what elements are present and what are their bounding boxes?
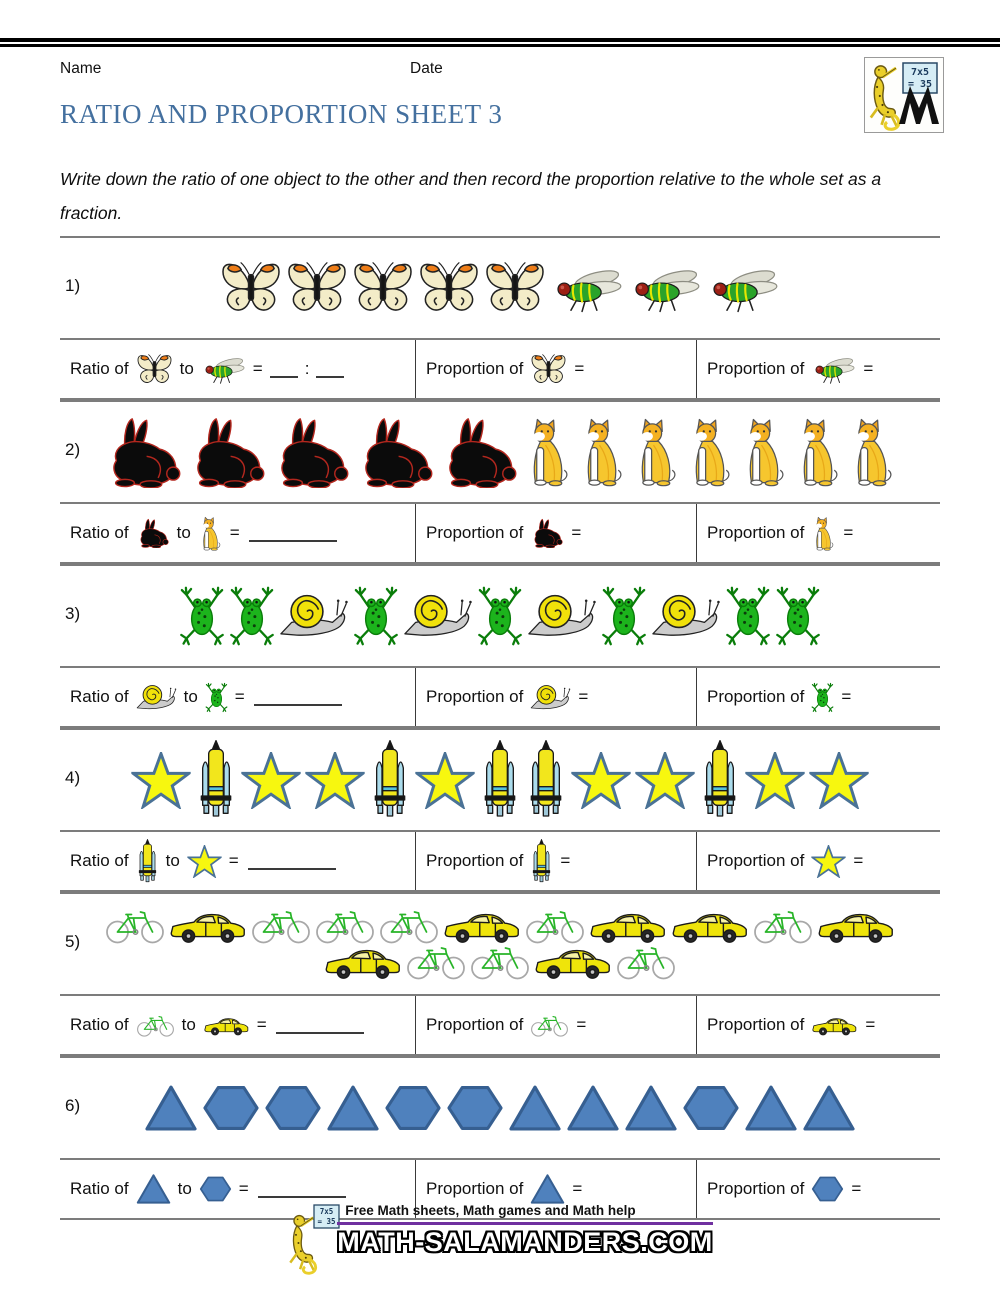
ratio-label: Ratio of [70, 687, 129, 706]
question-2 [60, 400, 940, 564]
fly-icon [550, 263, 624, 313]
triangle-icon [326, 1085, 380, 1131]
svg-text:7x5: 7x5 [910, 67, 930, 78]
bike-icon [530, 1014, 569, 1037]
questions-list [60, 236, 940, 1220]
picture-line [179, 581, 821, 651]
picture-line [220, 260, 780, 316]
answer-blank[interactable] [270, 361, 298, 378]
answer-blank[interactable] [254, 689, 342, 706]
fly-icon [811, 354, 856, 384]
car-icon [324, 944, 402, 980]
butterfly-icon [352, 260, 414, 316]
answer-table [60, 338, 940, 400]
star-icon [305, 752, 365, 809]
cat-icon [577, 415, 627, 489]
to-label: to [181, 1015, 196, 1034]
rabbit-icon [355, 416, 435, 488]
proportion-label: Proportion of [426, 359, 524, 378]
question-number: 1) [65, 276, 81, 295]
car-icon [589, 908, 667, 944]
question-6 [60, 1056, 940, 1220]
answer-blank[interactable] [258, 1181, 346, 1198]
proportion-cell-a [415, 504, 696, 562]
butterfly-icon [220, 260, 282, 316]
equals-sign: = [865, 1015, 876, 1034]
proportion-cell-a [415, 996, 696, 1054]
hexagon-icon [682, 1085, 740, 1131]
equals-sign: = [229, 523, 240, 542]
cat-icon [739, 415, 789, 489]
frog-icon [179, 581, 225, 651]
equals-sign: = [853, 851, 864, 870]
star-icon [811, 845, 846, 878]
proportion-cell-b [696, 832, 940, 890]
proportion-cell-b [696, 504, 940, 562]
proportion-cell-a [415, 340, 696, 398]
triangle-icon [744, 1085, 798, 1131]
instructions-text: Write down the ratio of one object to the other and then record the proportion relative to the whole set as a fraction. [60, 169, 882, 224]
proportion-cell-a [415, 668, 696, 726]
car-icon [203, 1015, 250, 1036]
name-label: Name [60, 60, 102, 77]
svg-text:= 35: = 35 [317, 1217, 336, 1226]
fly-icon [201, 354, 246, 384]
to-label: to [183, 687, 198, 706]
proportion-label: Proportion of [426, 1179, 524, 1198]
rabbit-icon [271, 416, 351, 488]
question-number: 4) [65, 768, 81, 787]
star-icon [809, 752, 869, 809]
ratio-cell [60, 504, 415, 562]
triangle-icon [530, 1174, 565, 1204]
bike-icon [616, 944, 676, 980]
footer-board-icon [314, 1205, 339, 1228]
proportion-label: Proportion of [707, 851, 805, 870]
top-divider-bar [0, 38, 1000, 47]
footer-site-name: MATH-SALAMANDERS.COM [337, 1227, 713, 1257]
frog-icon [775, 581, 821, 651]
rabbit-icon [103, 416, 183, 488]
equals-sign: = [234, 687, 245, 706]
rabbit-icon [136, 518, 170, 548]
car-icon [443, 908, 521, 944]
rocket-icon [479, 740, 521, 820]
frog-icon [353, 581, 399, 651]
cat-icon [198, 515, 223, 552]
butterfly-icon [136, 353, 173, 386]
butterfly-icon [418, 260, 480, 316]
car-icon [671, 908, 749, 944]
car-icon [169, 908, 247, 944]
cat-icon [847, 415, 897, 489]
svg-text:7x5: 7x5 [319, 1207, 334, 1216]
rocket-icon [699, 740, 741, 820]
bike-icon [105, 908, 165, 944]
answer-blank[interactable] [249, 525, 337, 542]
colon-sign: : [304, 359, 310, 378]
butterfly-icon [530, 353, 567, 386]
equals-sign: = [576, 1015, 587, 1034]
ratio-label: Ratio of [70, 523, 129, 542]
frog-icon [601, 581, 647, 651]
equals-sign: = [256, 1015, 267, 1034]
equals-sign: = [228, 851, 239, 870]
object-row [60, 566, 940, 666]
question-number: 3) [65, 604, 81, 623]
proportion-label: Proportion of [707, 523, 805, 542]
proportion-label: Proportion of [707, 1179, 805, 1198]
question-5 [60, 892, 940, 1056]
equals-sign: = [252, 359, 263, 378]
bike-icon [470, 944, 530, 980]
cat-icon [811, 515, 836, 552]
rocket-icon [369, 740, 411, 820]
answer-table [60, 994, 940, 1056]
question-4 [60, 728, 940, 892]
question-3 [60, 564, 940, 728]
proportion-label: Proportion of [426, 523, 524, 542]
proportion-label: Proportion of [707, 1015, 805, 1034]
bike-icon [251, 908, 311, 944]
frog-icon [811, 680, 834, 715]
bike-icon [406, 944, 466, 980]
bike-icon [379, 908, 439, 944]
ratio-cell [60, 340, 415, 398]
car-icon [534, 944, 612, 980]
proportion-label: Proportion of [707, 687, 805, 706]
picture-line [105, 908, 895, 944]
picture-line [324, 944, 676, 980]
fly-icon [628, 263, 702, 313]
picture-line [144, 1085, 856, 1131]
frog-icon [725, 581, 771, 651]
equals-sign: = [560, 851, 571, 870]
butterfly-icon [286, 260, 348, 316]
star-icon [571, 752, 631, 809]
object-row [60, 894, 940, 994]
butterfly-icon [484, 260, 546, 316]
page-title: RATIO AND PROPORTION SHEET 3 [60, 99, 503, 129]
snail-icon [530, 684, 571, 711]
snail-icon [136, 684, 177, 711]
object-row [60, 730, 940, 830]
to-label: to [176, 523, 191, 542]
frog-icon [229, 581, 275, 651]
cat-icon [685, 415, 735, 489]
equals-sign: = [841, 687, 852, 706]
triangle-icon [566, 1085, 620, 1131]
rabbit-icon [187, 416, 267, 488]
star-icon [415, 752, 475, 809]
triangle-icon [802, 1085, 856, 1131]
equals-sign: = [238, 1179, 249, 1198]
to-label: to [177, 1179, 192, 1198]
ratio-label: Ratio of [70, 1179, 129, 1198]
hexagon-icon [199, 1176, 232, 1202]
equals-sign: = [572, 1179, 583, 1198]
hexagon-icon [811, 1176, 844, 1202]
ratio-cell [60, 832, 415, 890]
ratio-cell [60, 996, 415, 1054]
snail-icon [527, 593, 597, 639]
ratio-cell [60, 668, 415, 726]
triangle-icon [508, 1085, 562, 1131]
to-label: to [165, 851, 180, 870]
equals-sign: = [571, 523, 582, 542]
picture-line [131, 740, 869, 820]
proportion-cell-b [696, 340, 940, 398]
star-icon [745, 752, 805, 809]
triangle-icon [624, 1085, 678, 1131]
proportion-cell-b [696, 996, 940, 1054]
object-row [60, 402, 940, 502]
footer-tagline: Free Math sheets, Math games and Math help [345, 1203, 636, 1218]
date-label: Date [410, 60, 443, 77]
snail-icon [403, 593, 473, 639]
equals-sign: = [863, 359, 874, 378]
object-row [60, 1058, 940, 1158]
object-row [60, 238, 940, 338]
star-icon [241, 752, 301, 809]
bike-icon [315, 908, 375, 944]
answer-blank[interactable] [276, 1017, 364, 1034]
rabbit-icon [439, 416, 519, 488]
question-number: 2) [65, 440, 81, 459]
hexagon-icon [202, 1085, 260, 1131]
math-board-icon [903, 63, 937, 93]
equals-sign: = [851, 1179, 862, 1198]
equals-sign: = [843, 523, 854, 542]
frog-icon [205, 680, 228, 715]
answer-blank[interactable] [316, 361, 344, 378]
proportion-label: Proportion of [426, 687, 524, 706]
proportion-label: Proportion of [426, 1015, 524, 1034]
rocket-icon [530, 839, 553, 884]
answer-blank[interactable] [248, 853, 336, 870]
hexagon-icon [384, 1085, 442, 1131]
ratio-label: Ratio of [70, 1015, 129, 1034]
cat-icon [523, 415, 573, 489]
cat-icon [793, 415, 843, 489]
car-icon [817, 908, 895, 944]
proportion-cell-a [415, 832, 696, 890]
cat-icon [631, 415, 681, 489]
answer-table [60, 502, 940, 564]
math-salamanders-logo [864, 57, 944, 133]
ratio-label: Ratio of [70, 851, 129, 870]
svg-text:= 35: = 35 [907, 79, 933, 90]
proportion-label: Proportion of [707, 359, 805, 378]
answer-table [60, 666, 940, 728]
equals-sign: = [574, 359, 585, 378]
hexagon-icon [446, 1085, 504, 1131]
question-1 [60, 236, 940, 400]
to-label: to [179, 359, 194, 378]
triangle-icon [144, 1085, 198, 1131]
snail-icon [651, 593, 721, 639]
star-icon [187, 845, 222, 878]
star-icon [635, 752, 695, 809]
salamander-icon [871, 66, 899, 129]
rabbit-icon [530, 518, 564, 548]
equals-sign: = [578, 687, 589, 706]
rocket-icon [525, 740, 567, 820]
proportion-cell-b [696, 668, 940, 726]
snail-icon [279, 593, 349, 639]
bike-icon [525, 908, 585, 944]
question-number: 6) [65, 1096, 81, 1115]
fly-icon [706, 263, 780, 313]
car-icon [811, 1015, 858, 1036]
star-icon [131, 752, 191, 809]
hexagon-icon [264, 1085, 322, 1131]
picture-line [103, 415, 897, 489]
triangle-icon [136, 1174, 171, 1204]
footer [0, 1203, 1000, 1279]
bike-icon [753, 908, 813, 944]
bike-icon [136, 1014, 175, 1037]
frog-icon [477, 581, 523, 651]
proportion-label: Proportion of [426, 851, 524, 870]
answer-table [60, 830, 940, 892]
rocket-icon [136, 839, 159, 884]
ratio-label: Ratio of [70, 359, 129, 378]
footer-underline [337, 1222, 712, 1225]
rocket-icon [195, 740, 237, 820]
question-number: 5) [65, 932, 81, 951]
footer-salamander-icon [287, 1203, 341, 1279]
